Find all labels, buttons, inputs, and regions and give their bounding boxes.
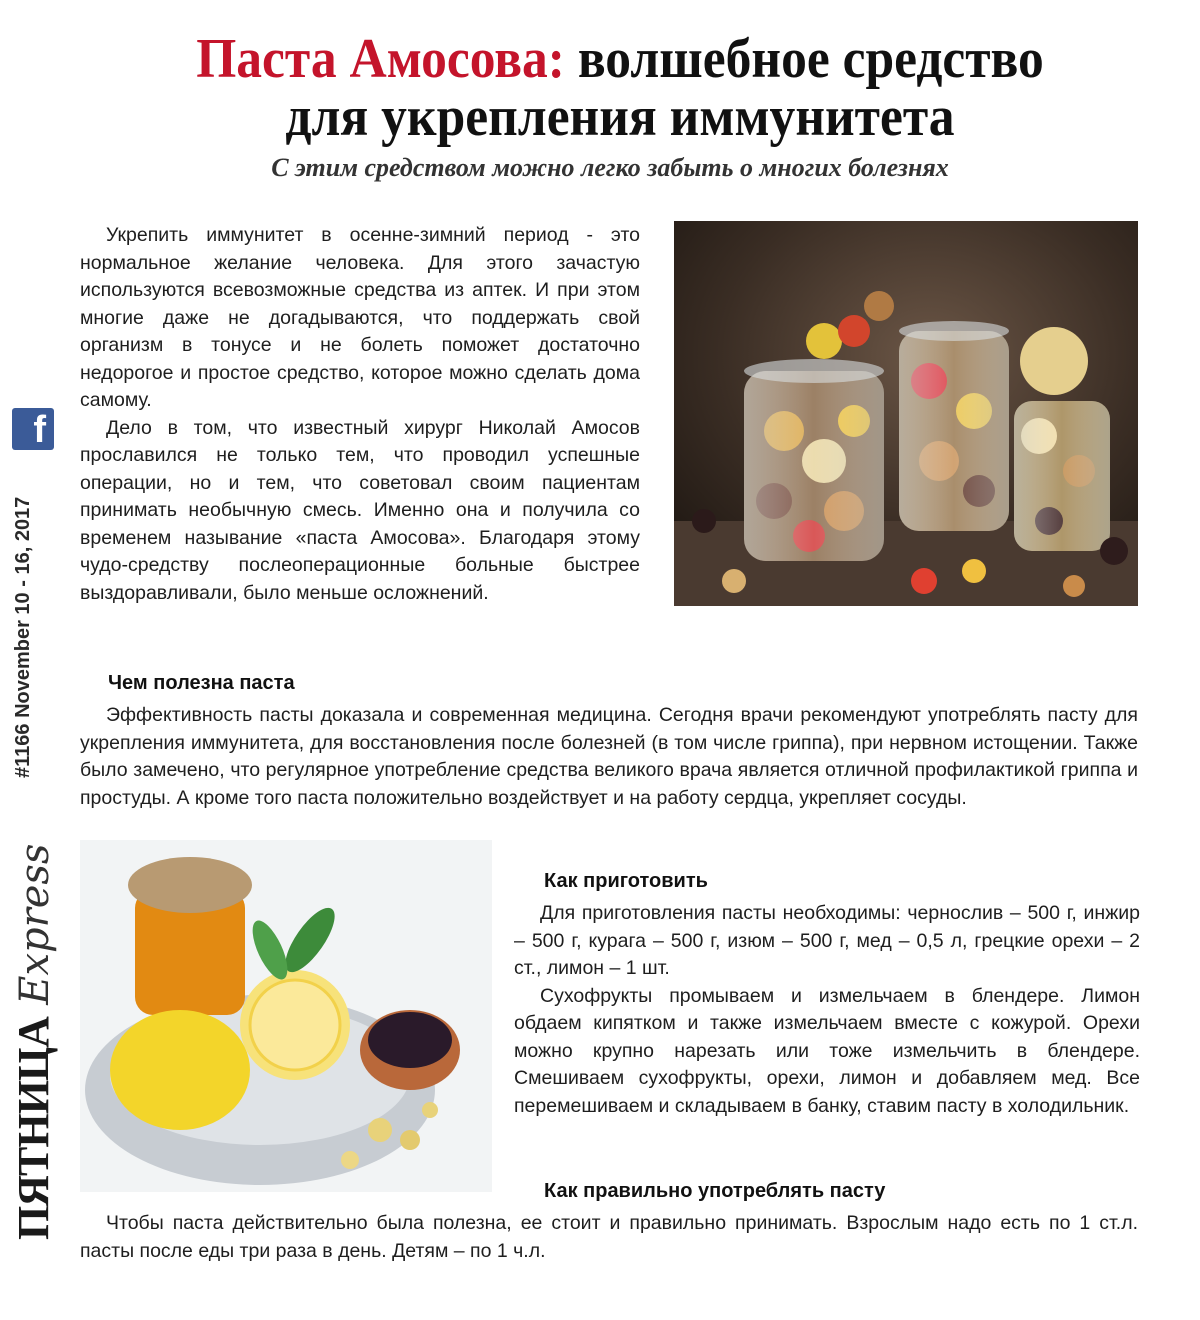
title-line2: для укрепления иммунитета bbox=[285, 86, 955, 148]
section-recipe-text bbox=[514, 900, 1140, 1120]
section-heading-recipe: Как приготовить bbox=[544, 870, 708, 892]
recipe-steps: Сухофрукты промываем и измельчаем в блендере. Лимон обдаем кипятком и также измельчаем вместе с кожурой. Орехи можно крупно нарезать или тоже измельчить в блендере. Смешиваем сухофрукты, орехи, лимон и добавляем мед. Все перемешиваем и складываем в банку, ставим пасту в холодильник. bbox=[514, 984, 1140, 1117]
intro-paragraph-1: Укрепить иммунитет в осенне-зимний период - это нормальное желание человека. Для этого зачастую используются всевозможные средства из аптек. И при этом многие даже не догадываются, что поддержать свой организм в тонусе и не болеть поможет достаточно недорогое и простое средство, которое можно сделать дома самому. bbox=[80, 224, 640, 411]
lemon-honey-basket-photo bbox=[80, 840, 492, 1192]
intro-text bbox=[80, 222, 640, 607]
newspaper-masthead bbox=[8, 844, 59, 1240]
facebook-icon[interactable] bbox=[12, 408, 54, 450]
masthead-brand: ПЯТНИЦА bbox=[9, 1017, 58, 1240]
masthead-script: Express bbox=[12, 843, 58, 1005]
usage-paragraph: Чтобы паста действительно была полезна, ее стоит и правильно принимать. Взрослым надо есть по 1 ст.л. пасты после еды три раза в день. Детям – по 1 ч.л. bbox=[80, 1212, 1138, 1262]
issue-info: #1166 November 10 - 16, 2017 bbox=[12, 496, 34, 778]
benefits-paragraph: Эффективность пасты доказала и современная медицина. Сегодня врачи рекомендуют употреблять пасту для укрепления иммунитета, для восстановления после болезней (в том числе гриппа), при нервном истощении. Также было замечено, что регулярное употребление средства великого врача является отличной профилактикой гриппа и простуды. А кроме того паста положительно воздействует и на работу сердца, укрепляет сосуды. bbox=[80, 704, 1138, 809]
title-line1-rest: волшебное средство bbox=[577, 28, 1044, 90]
recipe-ingredients: Для приготовления пасты необходимы: чернослив – 500 г, инжир – 500 г, курага – 500 г, изюм – 500 г, мед – 0,5 л, грецкие орехи – 2 ст., лимон – 1 шт. bbox=[514, 902, 1140, 979]
section-benefits-text bbox=[80, 702, 1138, 812]
dried-fruit-jars-photo bbox=[674, 221, 1138, 606]
intro-paragraph-2: Дело в том, что известный хирург Николай Амосов прославился не только тем, что проводил успешные операции, но и тем, что советовал своим пациентам принимать необычную смесь. Именно она и получила со временем называние «паста Амосова». Благодаря этому чудо-средству послеоперационные больные быстрее выздоравливали, было меньше осложнений. bbox=[80, 416, 640, 604]
article-subtitle: С этим средством можно легко забыть о многих болезнях bbox=[271, 153, 949, 182]
facebook-letter: f bbox=[33, 409, 46, 451]
section-heading-usage: Как правильно употреблять пасту bbox=[544, 1180, 886, 1202]
section-heading-benefits: Чем полезна паста bbox=[108, 672, 295, 694]
section-usage-text bbox=[80, 1210, 1138, 1265]
title-highlight: Паста Амосова: bbox=[196, 28, 565, 90]
article-title bbox=[142, 30, 1099, 146]
